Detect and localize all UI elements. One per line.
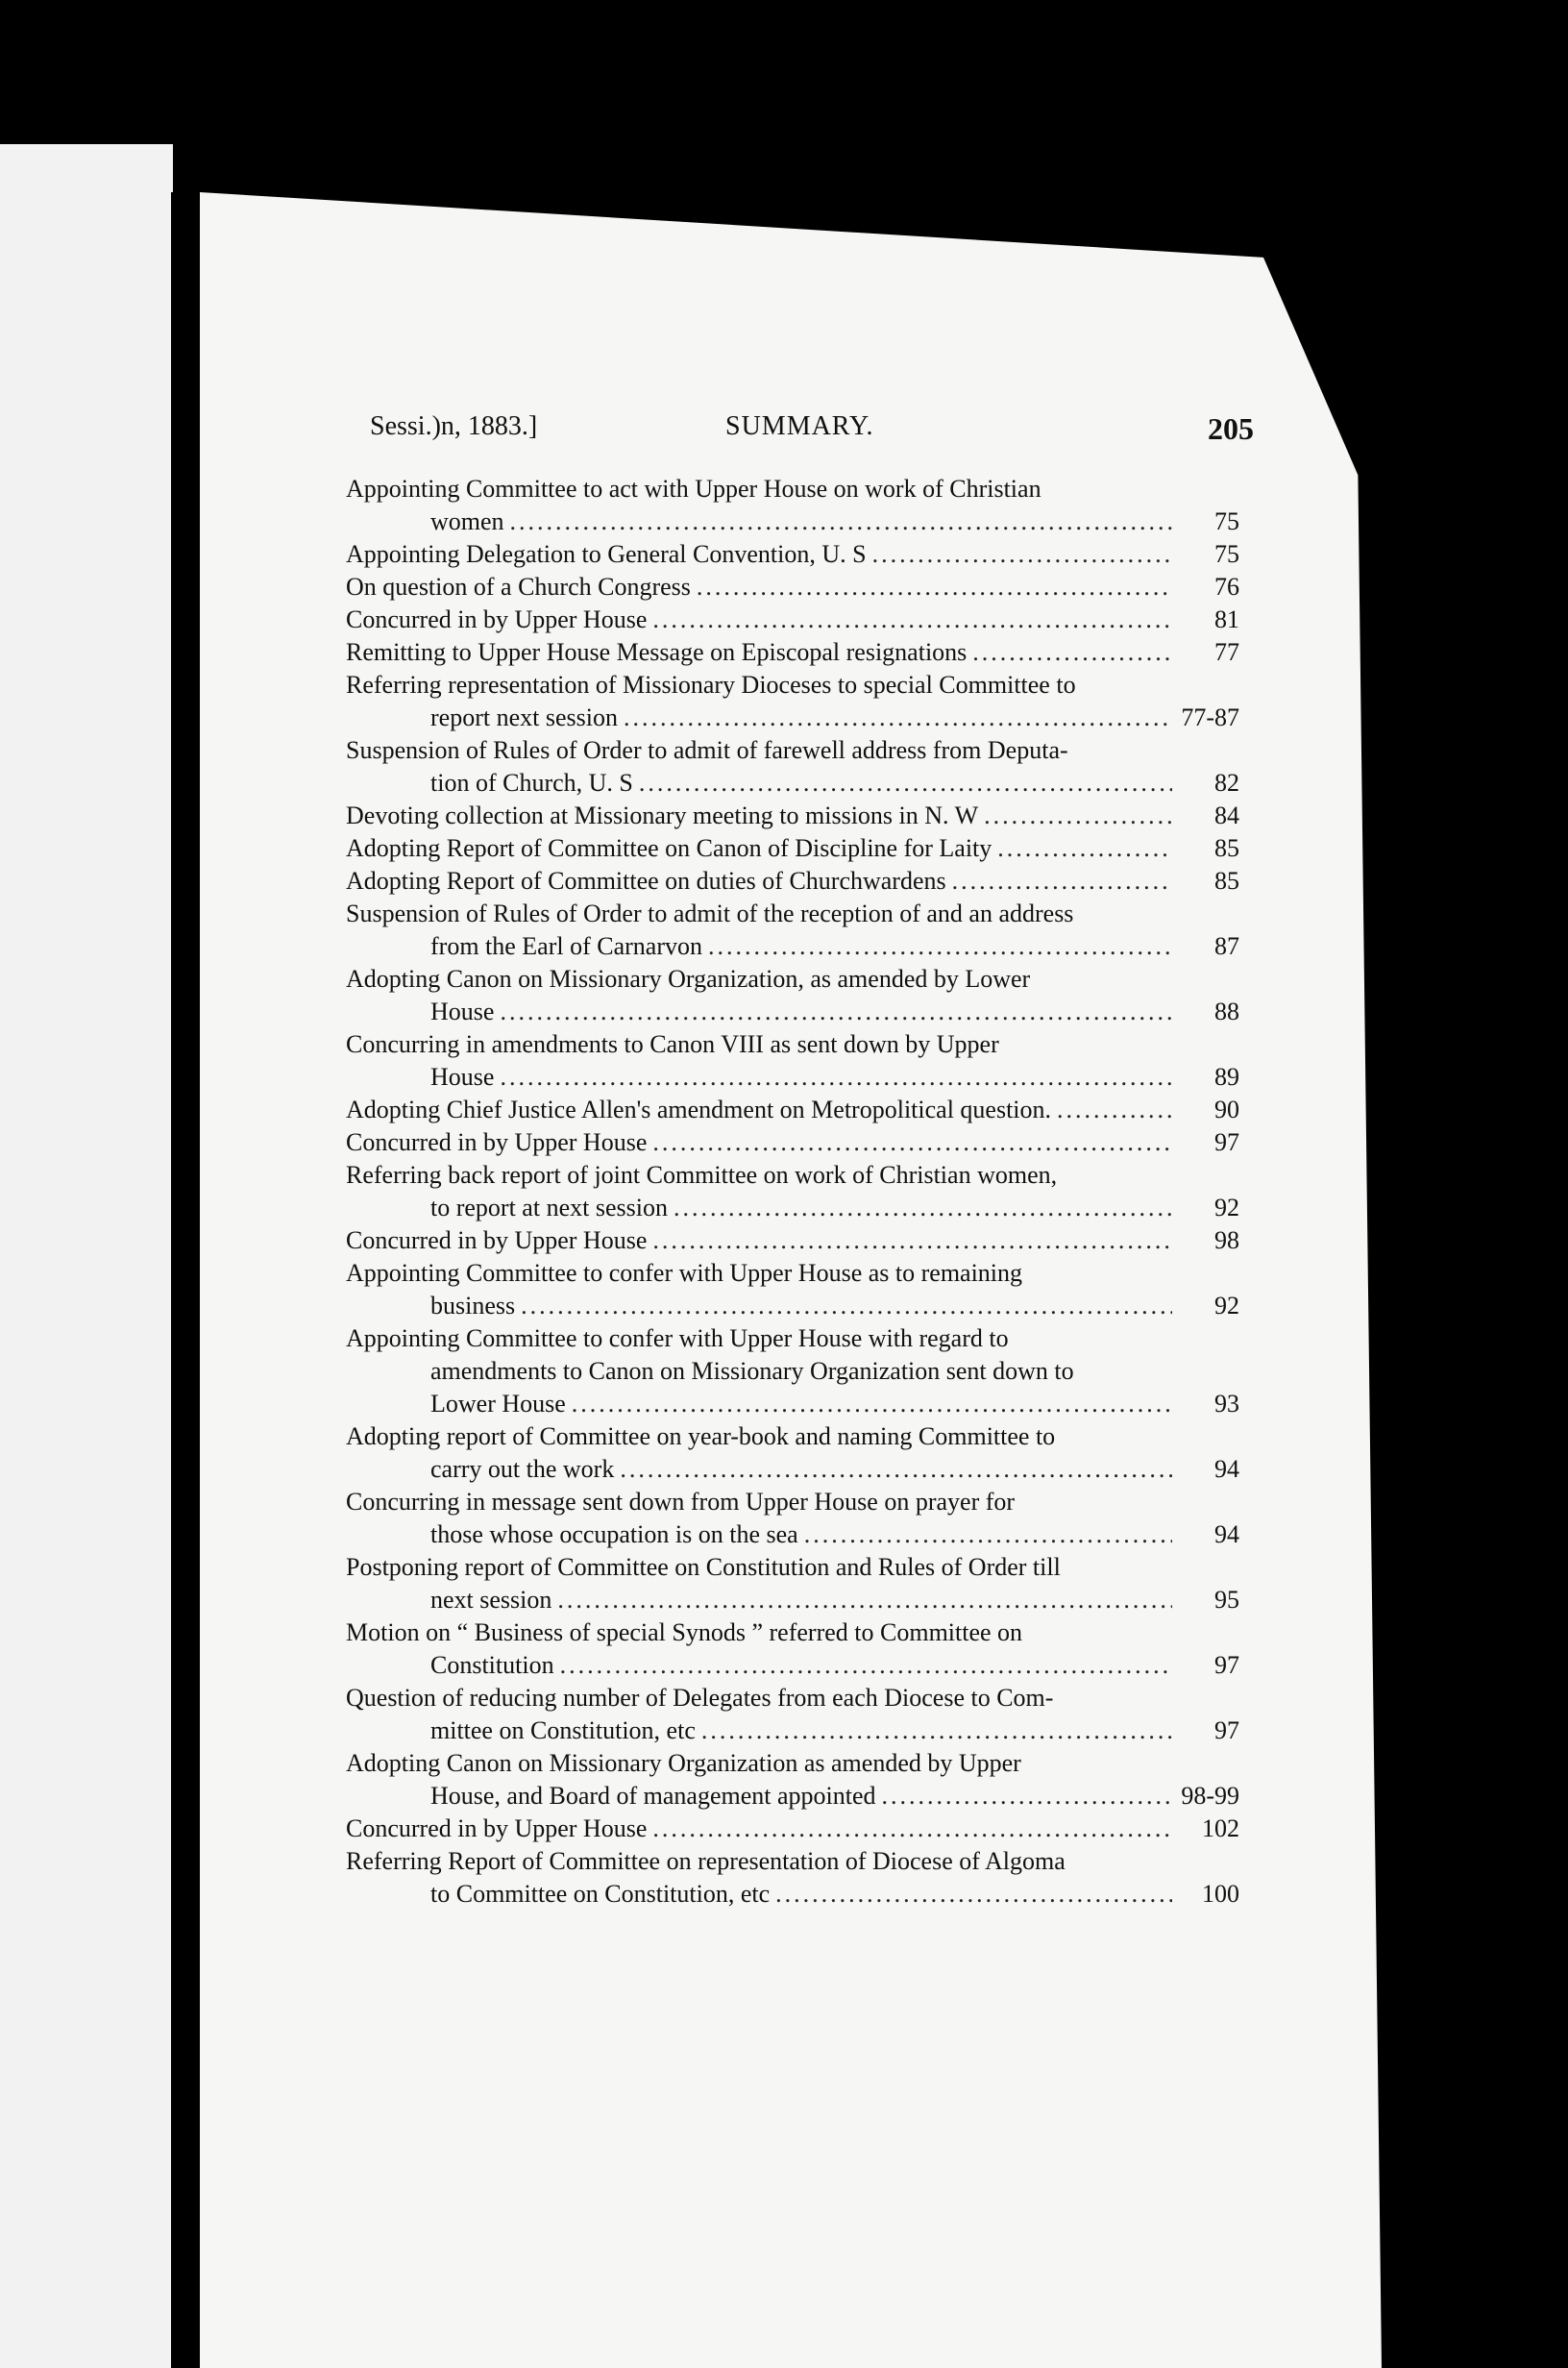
- entry-page-ref: 94: [1214, 1520, 1239, 1548]
- entry-text-line: Appointing Committee to confer with Upper House with regard to: [346, 1324, 1009, 1352]
- entry-text: to report at next session: [430, 1194, 668, 1221]
- dot-leader: [952, 865, 1172, 898]
- dot-leader: [521, 1290, 1172, 1322]
- entry-page-ref: 94: [1214, 1455, 1239, 1483]
- entry-last-line: [346, 1518, 1239, 1551]
- entry-page-ref: 98-99: [1181, 1782, 1239, 1810]
- entry-text-line: Motion on “ Business of special Synods ” referred to Committee on: [346, 1618, 1023, 1646]
- dot-leader: [500, 1061, 1172, 1094]
- entry-last-line: [346, 1714, 1239, 1747]
- entry-text-line: Adopting Canon on Missionary Organization, as amended by Lower: [346, 965, 1031, 993]
- entry-text: House, and Board of management appointed: [430, 1782, 876, 1810]
- entry-page-ref: 95: [1214, 1586, 1239, 1614]
- entry-text: Adopting Chief Justice Allen's amendment on Metropolitical question.: [346, 1096, 1052, 1123]
- entry-text: Concurred in by Upper House: [346, 1226, 648, 1254]
- summary-entry: [346, 1094, 1239, 1126]
- entry-last-line: [346, 1878, 1239, 1911]
- entry-page-ref: 100: [1202, 1880, 1239, 1908]
- entry-text-line: Referring back report of joint Committee on work of Christian women,: [346, 1161, 1058, 1189]
- entry-text: mittee on Constitution, etc: [430, 1716, 696, 1744]
- entry-text: tion of Church, U. S: [430, 769, 633, 797]
- entry-page-ref: 97: [1214, 1128, 1239, 1156]
- entry-last-line: [346, 1126, 1239, 1159]
- entry-text-line: Appointing Committee to confer with Upper House as to remaining: [346, 1259, 1023, 1287]
- dot-leader: [652, 604, 1172, 636]
- summary-entry: [346, 865, 1239, 898]
- dot-leader: [652, 1126, 1172, 1159]
- entry-last-line: [346, 1584, 1239, 1616]
- entry-last-line: [346, 1388, 1239, 1420]
- dot-leader: [624, 702, 1172, 734]
- entry-page-ref: 98: [1214, 1226, 1239, 1254]
- entry-text: Concurred in by Upper House: [346, 1814, 648, 1842]
- dot-leader: [674, 1192, 1172, 1224]
- entry-text: Constitution: [430, 1651, 554, 1679]
- entry-text-line: Referring representation of Missionary Dioceses to special Committee to: [346, 671, 1076, 699]
- entry-last-line: [346, 506, 1239, 538]
- dot-leader: [701, 1714, 1172, 1747]
- entry-page-ref: 97: [1214, 1651, 1239, 1679]
- dot-leader: [652, 1813, 1172, 1845]
- entry-text: Adopting Report of Committee on Canon of Discipline for Laity: [346, 834, 992, 862]
- entry-last-line: [346, 538, 1239, 571]
- entry-page-ref: 75: [1214, 507, 1239, 535]
- summary-entry: [346, 832, 1239, 865]
- dot-leader: [882, 1780, 1172, 1813]
- summary-entry: [346, 1813, 1239, 1845]
- entry-text: carry out the work: [430, 1455, 615, 1483]
- entry-text: those whose occupation is on the sea: [430, 1520, 798, 1548]
- dot-leader: [510, 506, 1172, 538]
- entry-text: women: [430, 507, 504, 535]
- entry-text-line: Referring Report of Committee on representation of Diocese of Algoma: [346, 1847, 1066, 1875]
- summary-entry: [346, 538, 1239, 571]
- entry-page-ref: 84: [1214, 802, 1239, 829]
- entry-last-line: [346, 832, 1239, 865]
- entry-text-line: Adopting Canon on Missionary Organization as amended by Upper: [346, 1749, 1021, 1777]
- dot-leader: [639, 767, 1172, 800]
- entry-text: House: [430, 1063, 495, 1091]
- summary-entry: [346, 1682, 1239, 1747]
- entry-page-ref: 90: [1214, 1096, 1239, 1123]
- entry-page-ref: 87: [1214, 932, 1239, 960]
- entry-last-line: [346, 930, 1239, 963]
- summary-entry: [346, 800, 1239, 832]
- summary-entry: [346, 1486, 1239, 1551]
- entry-text: to Committee on Constitution, etc: [430, 1880, 771, 1908]
- entry-text-line: Concurring in amendments to Canon VIII as sent down by Upper: [346, 1030, 999, 1058]
- entry-page-ref: 85: [1214, 834, 1239, 862]
- entry-page-ref: 81: [1214, 605, 1239, 633]
- running-head-session: Sessi.)n, 1883.]: [370, 411, 538, 441]
- dot-leader: [560, 1649, 1172, 1682]
- entry-page-ref: 82: [1214, 769, 1239, 797]
- entry-last-line: [346, 702, 1239, 734]
- entry-text: Devoting collection at Missionary meeting to missions in N. W: [346, 802, 979, 829]
- entry-text: Lower House: [430, 1390, 566, 1418]
- entry-page-ref: 85: [1214, 867, 1239, 895]
- summary-entry: [346, 898, 1239, 963]
- entry-text: House: [430, 998, 495, 1025]
- entry-page-ref: 88: [1214, 998, 1239, 1025]
- summary-entry: [346, 669, 1239, 734]
- entry-page-ref: 89: [1214, 1063, 1239, 1091]
- dot-leader: [804, 1518, 1172, 1551]
- dot-leader: [557, 1584, 1172, 1616]
- entry-page-ref: 92: [1214, 1194, 1239, 1221]
- entry-text-line: Question of reducing number of Delegates from each Diocese to Com-: [346, 1684, 1054, 1712]
- summary-entry: [346, 636, 1239, 669]
- entry-last-line: [346, 767, 1239, 800]
- summary-entry: [346, 1747, 1239, 1813]
- entry-page-ref: 75: [1214, 540, 1239, 568]
- entry-text: Remitting to Upper House Message on Episcopal resignations: [346, 638, 968, 666]
- dot-leader: [697, 571, 1172, 604]
- summary-entries: [346, 473, 1239, 1911]
- entry-last-line: [346, 1649, 1239, 1682]
- dot-leader: [652, 1224, 1172, 1257]
- entry-last-line: [346, 604, 1239, 636]
- summary-entry: [346, 734, 1239, 800]
- dot-leader: [620, 1453, 1172, 1486]
- dot-leader: [872, 538, 1172, 571]
- entry-text: Concurred in by Upper House: [346, 605, 648, 633]
- dot-leader: [1057, 1094, 1172, 1126]
- summary-entry: [346, 1420, 1239, 1486]
- summary-entry: [346, 1126, 1239, 1159]
- entry-text: Adopting Report of Committee on duties of Churchwardens: [346, 867, 946, 895]
- summary-entry: [346, 1159, 1239, 1224]
- entry-text: Concurred in by Upper House: [346, 1128, 648, 1156]
- entry-last-line: [346, 996, 1239, 1028]
- dot-leader: [775, 1878, 1172, 1911]
- entry-text-line: Adopting report of Committee on year-book and naming Committee to: [346, 1422, 1056, 1450]
- summary-entry: [346, 1551, 1239, 1616]
- dot-leader: [984, 800, 1172, 832]
- book-gutter: [171, 192, 200, 2368]
- entry-page-ref: 93: [1214, 1390, 1239, 1418]
- summary-entry: [346, 571, 1239, 604]
- entry-page-ref: 92: [1214, 1292, 1239, 1320]
- entry-page-ref: 77-87: [1181, 703, 1239, 731]
- entry-last-line: [346, 1290, 1239, 1322]
- summary-entry: [346, 1224, 1239, 1257]
- entry-last-line: [346, 1061, 1239, 1094]
- entry-text-line: Concurring in message sent down from Upper House on prayer for: [346, 1488, 1016, 1516]
- entry-text-line: Suspension of Rules of Order to admit of the reception of and an address: [346, 900, 1074, 927]
- entry-page-ref: 102: [1202, 1814, 1239, 1842]
- entry-last-line: [346, 571, 1239, 604]
- entry-text: On question of a Church Congress: [346, 573, 691, 601]
- entry-text: from the Earl of Carnarvon: [430, 932, 703, 960]
- dot-leader: [572, 1388, 1172, 1420]
- entry-page-ref: 97: [1214, 1716, 1239, 1744]
- dot-leader: [500, 996, 1172, 1028]
- summary-entry: [346, 1028, 1239, 1094]
- entry-last-line: [346, 1813, 1239, 1845]
- summary-entry: [346, 1616, 1239, 1682]
- entry-text-line: Appointing Committee to act with Upper House on work of Christian: [346, 475, 1041, 503]
- entry-page-ref: 76: [1214, 573, 1239, 601]
- entry-text: report next session: [430, 703, 618, 731]
- summary-entry: [346, 604, 1239, 636]
- entry-last-line: [346, 1094, 1239, 1126]
- entry-text-line: amendments to Canon on Missionary Organization sent down to: [430, 1357, 1074, 1385]
- entry-text-line: Postponing report of Committee on Constitution and Rules of Order till: [346, 1553, 1061, 1581]
- dot-leader: [972, 636, 1172, 669]
- entry-text: business: [430, 1292, 516, 1320]
- left-page-edge: [0, 144, 173, 2368]
- summary-entry: [346, 1845, 1239, 1911]
- entry-text: next session: [430, 1586, 552, 1614]
- entry-last-line: [346, 636, 1239, 669]
- entry-last-line: [346, 1780, 1239, 1813]
- running-head-title: SUMMARY.: [725, 411, 874, 441]
- dot-leader: [997, 832, 1172, 865]
- summary-entry: [346, 1257, 1239, 1322]
- entry-text: Appointing Delegation to General Convention, U. S: [346, 540, 867, 568]
- summary-entry: [346, 473, 1239, 538]
- entry-page-ref: 77: [1214, 638, 1239, 666]
- page-number: 205: [1208, 411, 1254, 446]
- summary-entry: [346, 1322, 1239, 1420]
- entry-last-line: [346, 1224, 1239, 1257]
- summary-entry: [346, 963, 1239, 1028]
- running-header: [370, 411, 1254, 459]
- entry-text-line: Suspension of Rules of Order to admit of farewell address from Deputa-: [346, 736, 1068, 764]
- entry-last-line: [346, 800, 1239, 832]
- entry-last-line: [346, 1453, 1239, 1486]
- entry-last-line: [346, 1192, 1239, 1224]
- entry-last-line: [346, 865, 1239, 898]
- dot-leader: [708, 930, 1172, 963]
